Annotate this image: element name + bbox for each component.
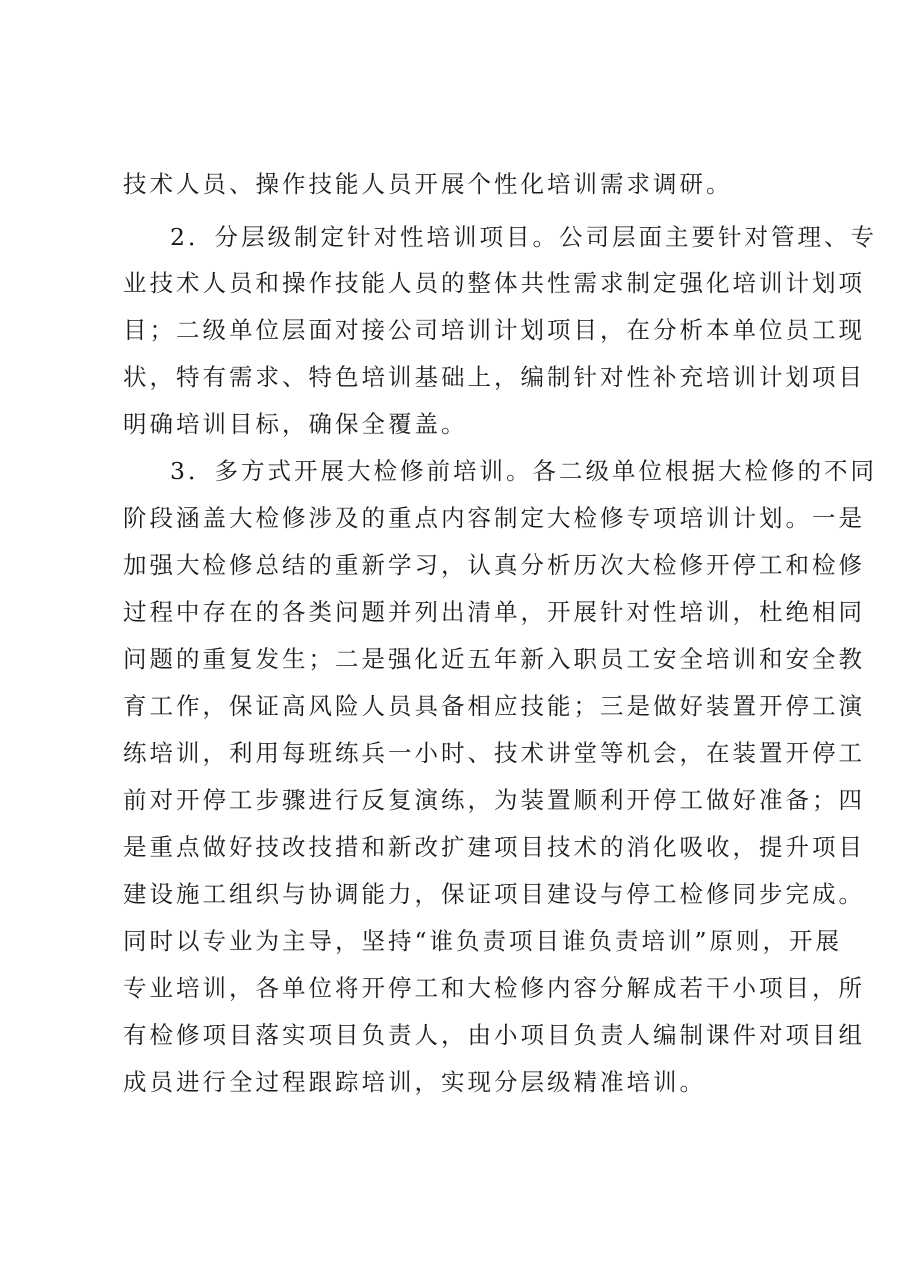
- text-line-content: 过程中存在的各类问题并列出清单，开展针对性培训，杜绝相同: [123, 598, 865, 626]
- text-line: [0, 1059, 909, 1105]
- text-line: [0, 918, 909, 964]
- text-line: [0, 401, 909, 447]
- text-line-content: 加强大检修总结的重新学习，认真分析历次大检修开停工和检修: [123, 551, 865, 579]
- text-line-content: 专业培训，各单位将开停工和大检修内容分解成若干小项目，所: [123, 974, 865, 1002]
- text-line-content: 目；二级单位层面对接公司培训计划项目，在分析本单位员工现: [123, 316, 865, 344]
- text-line-content: 育工作，保证高风险人员具备相应技能；三是做好装置开停工演: [123, 692, 865, 720]
- text-line: [0, 495, 909, 541]
- text-line-content: 阶段涵盖大检修涉及的重点内容制定大检修专项培训计划。一是: [123, 504, 865, 532]
- text-line-content: 是重点做好技改技措和新改扩建项目技术的消化吸收，提升项目: [123, 833, 865, 861]
- text-line: [0, 683, 909, 729]
- text-line: [0, 448, 909, 494]
- text-line-content: 2．分层级制定针对性培训项目。公司层面主要针对管理、专: [170, 223, 877, 251]
- text-line: [0, 965, 909, 1011]
- text-line: [0, 354, 909, 400]
- text-line: [0, 542, 909, 588]
- text-line: [0, 307, 909, 353]
- text-line: [0, 636, 909, 682]
- text-line: [0, 777, 909, 823]
- text-line-content: 前对开停工步骤进行反复演练，为装置顺利开停工做好准备；四: [123, 786, 865, 814]
- text-line: [0, 871, 909, 917]
- text-line-content: 建设施工组织与协调能力，保证项目建设与停工检修同步完成。: [123, 880, 865, 908]
- text-line: [0, 161, 909, 207]
- text-line-content: 技术人员、操作技能人员开展个性化培训需求调研。: [123, 170, 733, 198]
- text-line-content: 成员进行全过程跟踪培训，实现分层级精准培训。: [123, 1068, 706, 1096]
- text-line-content: 同时以专业为主导，坚持“谁负责项目谁负责培训”原则，开展: [123, 927, 843, 955]
- text-line: [0, 824, 909, 870]
- text-line-content: 明确培训目标，确保全覆盖。: [123, 410, 468, 438]
- text-line-content: 状，特有需求、特色培训基础上，编制针对性补充培训计划项目: [123, 363, 865, 391]
- text-line: [0, 214, 909, 260]
- text-line-content: 有检修项目落实项目负责人，由小项目负责人编制课件对项目组: [123, 1021, 865, 1049]
- text-line: [0, 589, 909, 635]
- text-line-content: 业技术人员和操作技能人员的整体共性需求制定强化培训计划项: [123, 269, 865, 297]
- text-line-content: 练培训，利用每班练兵一小时、技术讲堂等机会，在装置开停工: [123, 739, 865, 767]
- text-line-content: 问题的重复发生；二是强化近五年新入职员工安全培训和安全教: [123, 645, 865, 673]
- text-line-content: 3．多方式开展大检修前培训。各二级单位根据大检修的不同: [170, 457, 877, 485]
- text-line: [0, 260, 909, 306]
- text-line: [0, 1012, 909, 1058]
- text-line: [0, 730, 909, 776]
